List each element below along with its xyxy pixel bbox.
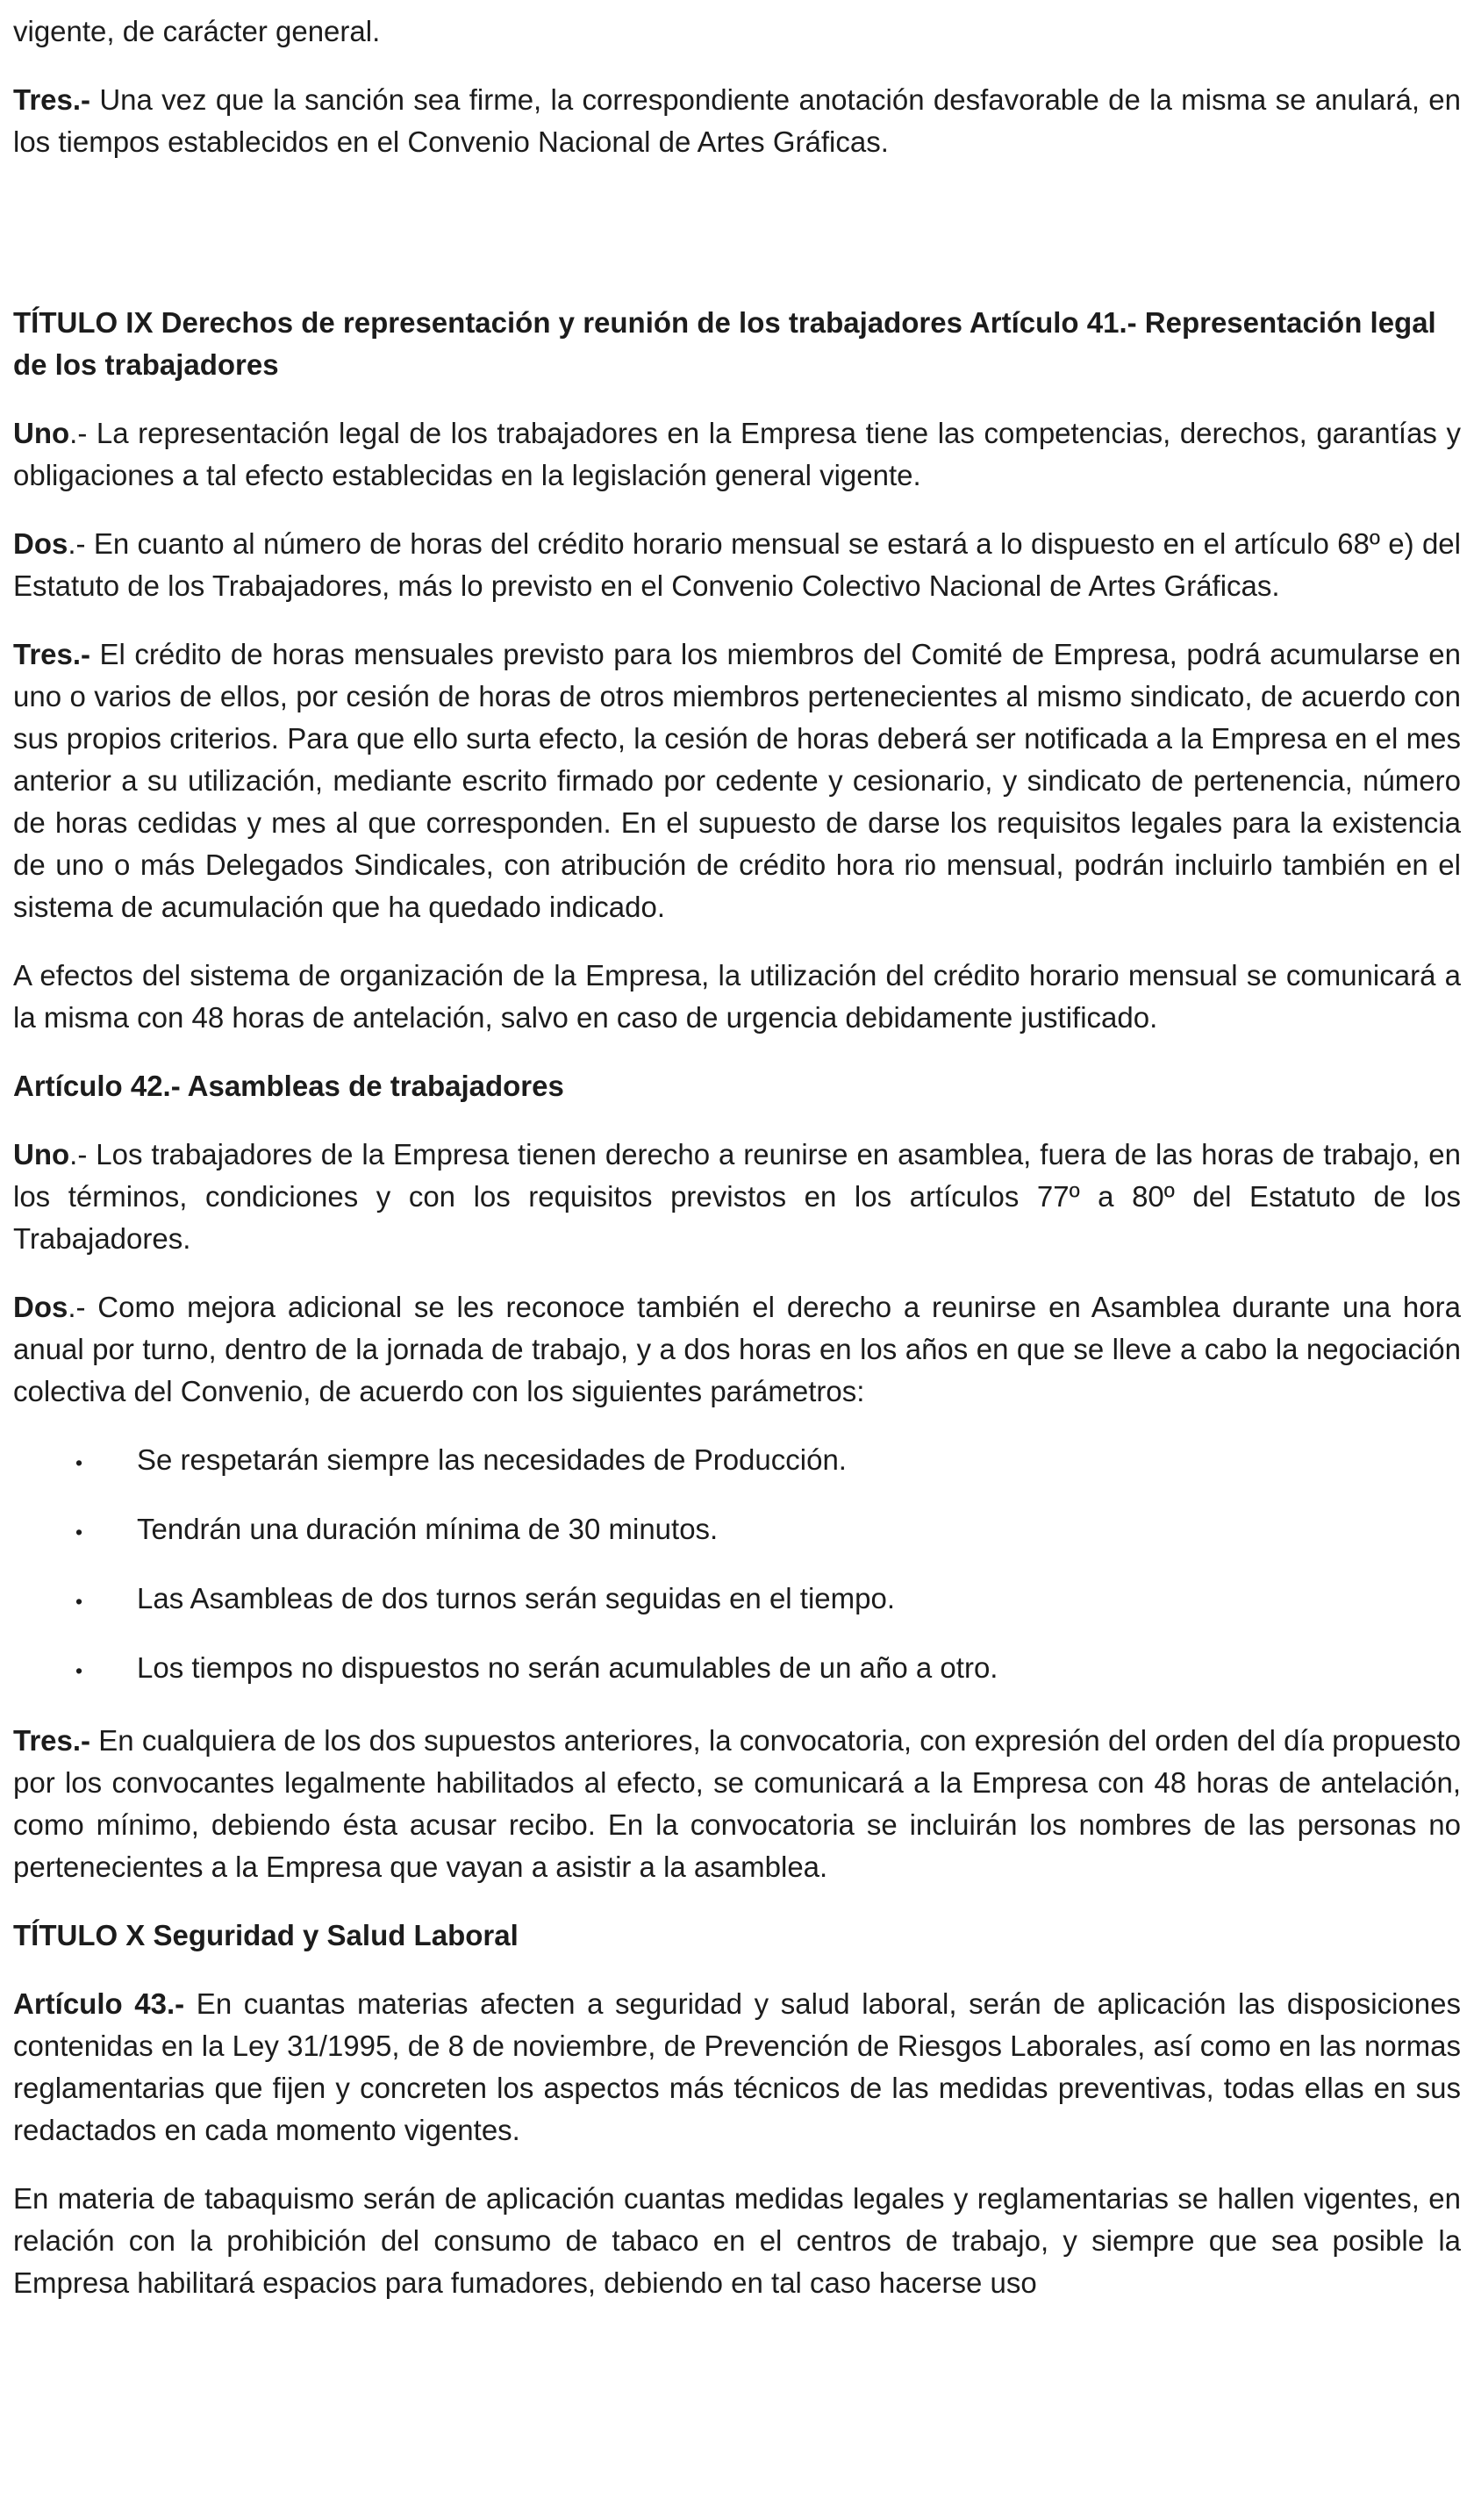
bullet-icon: • [75,1590,83,1613]
paragraph-intro-continuation [13,11,1461,53]
paragraph-lead: Dos [13,1291,68,1323]
paragraph-art41-tres [13,634,1461,928]
paragraph-art42-uno [13,1134,1461,1260]
heading-titulo-ix: TÍTULO IX Derechos de representación y reunión de los trabajadores Artículo 41.- Representación legal de los trabajadores [13,306,1436,381]
paragraph-text: .- Los trabajadores de la Empresa tienen derecho a reunirse en asamblea, fuera de las horas de trabajo, en los términos, condiciones y con los requisitos previstos en los artículos 77º a 80º del Estatuto de los Trabajadores. [13,1138,1461,1255]
list-item-text: Los tiempos no dispuestos no serán acumulables de un año a otro. [137,1651,998,1684]
paragraph-art41-dos [13,523,1461,607]
paragraph-art41-uno [13,412,1461,497]
bullet-icon: • [75,1521,83,1543]
paragraph-text: .- La representación legal de los trabajadores en la Empresa tiene las competencias, derechos, garantías y obligaciones a tal efecto establecidas en la legislación general vigente. [13,417,1461,491]
paragraph-text: .- En cuanto al número de horas del crédito horario mensual se estará a lo dispuesto en el artículo 68º e) del Estatuto de los Trabajadores, más lo previsto en el Convenio Colectivo Nacional de Artes Gráficas. [13,527,1461,602]
paragraph-lead: Dos [13,527,68,560]
paragraph-text: vigente, de carácter general. [13,15,381,47]
paragraph-text: A efectos del sistema de organización de la Empresa, la utilización del crédito horario mensual se comunicará a la misma con 48 horas de antelación, salvo en caso de urgencia debidamente justificado. [13,959,1461,1034]
list-item [75,1647,1461,1692]
paragraph-lead: Uno [13,1138,70,1171]
list-item [75,1508,1461,1553]
bullet-list [13,1439,1461,1692]
paragraph-art41-efectos [13,955,1461,1039]
paragraph-lead: Uno [13,417,70,449]
list-item [75,1578,1461,1622]
paragraph-lead: Tres.- [13,638,91,670]
heading-articulo-42: Artículo 42.- Asambleas de trabajadores [13,1070,564,1102]
paragraph-tres-sancion [13,79,1461,163]
paragraph-articulo-43 [13,1983,1461,2151]
paragraph-text: .- Como mejora adicional se les reconoce también el derecho a reunirse en Asamblea durante una hora anual por turno, dentro de la jornada de trabajo, y a dos horas en los años en que se lleve a cabo la negociación colectiva del Convenio, de acuerdo con los siguientes parámetros: [13,1291,1461,1407]
paragraph-lead: Tres.- [13,83,91,116]
paragraph-text: En materia de tabaquismo serán de aplicación cuantas medidas legales y reglamentarias se hallen vigentes, en relación con la prohibición del consumo de tabaco en el centros de trabajo, y siempre que sea posible la Empresa habilitará espacios para fumadores, debiendo en tal caso hacerse uso [13,2182,1461,2299]
paragraph-art42-tres [13,1720,1461,1888]
heading-titulo-x: TÍTULO X Seguridad y Salud Laboral [13,1919,519,1951]
bullet-icon: • [75,1451,83,1474]
paragraph-text: El crédito de horas mensuales previsto para los miembros del Comité de Empresa, podrá acumularse en uno o varios de ellos, por cesión de horas de otros miembros pertenecientes al mismo sindicato, de acuerdo con sus propios criterios. Para que ello surta efecto, la cesión de horas deberá ser notificada a la Empresa en el mes anterior a su utilización, mediante escrito firmado por cedente y cesionario, y sindicato de pertenencia, número de horas cedidas y mes al que corresponden. En el supuesto de darse los requisitos legales para la existencia de uno o más Delegados Sindicales, con atribución de crédito hora rio mensual, podrán incluirlo también en el sistema de acumulación que ha quedado indicado. [13,638,1461,923]
list-item-text: Las Asambleas de dos turnos serán seguidas en el tiempo. [137,1582,896,1614]
bullet-icon: • [75,1659,83,1682]
paragraph-lead: Tres.- [13,1724,91,1757]
paragraph-tabaquismo [13,2178,1461,2304]
list-item-text: Tendrán una duración mínima de 30 minutos. [137,1513,719,1545]
list-item-text: Se respetarán siempre las necesidades de Producción. [137,1443,847,1476]
paragraph-text: En cualquiera de los dos supuestos anteriores, la convocatoria, con expresión del orden del día propuesto por los convocantes legalmente habilitados al efecto, se comunicará a la Empresa con 48 horas de antelación, como mínimo, debiendo ésta acusar recibo. En la convocatoria se incluirán los nombres de las personas no pertenecientes a la Empresa que vayan a asistir a la asamblea. [13,1724,1461,1883]
paragraph-text: Una vez que la sanción sea firme, la correspondiente anotación desfavorable de la misma se anulará, en los tiempos establecidos en el Convenio Nacional de Artes Gráficas. [13,83,1461,158]
paragraph-text: En cuantas materias afecten a seguridad y salud laboral, serán de aplicación las disposiciones contenidas en la Ley 31/1995, de 8 de noviembre, de Prevención de Riesgos Laborales, así como en las normas reglamentarias que fijen y concreten los aspectos más técnicos de las medidas preventivas, todas ellas en sus redactados en cada momento vigentes. [13,1987,1461,2146]
paragraph-lead: Artículo 43.- [13,1987,185,2020]
list-item [75,1439,1461,1484]
paragraph-art42-dos [13,1286,1461,1413]
